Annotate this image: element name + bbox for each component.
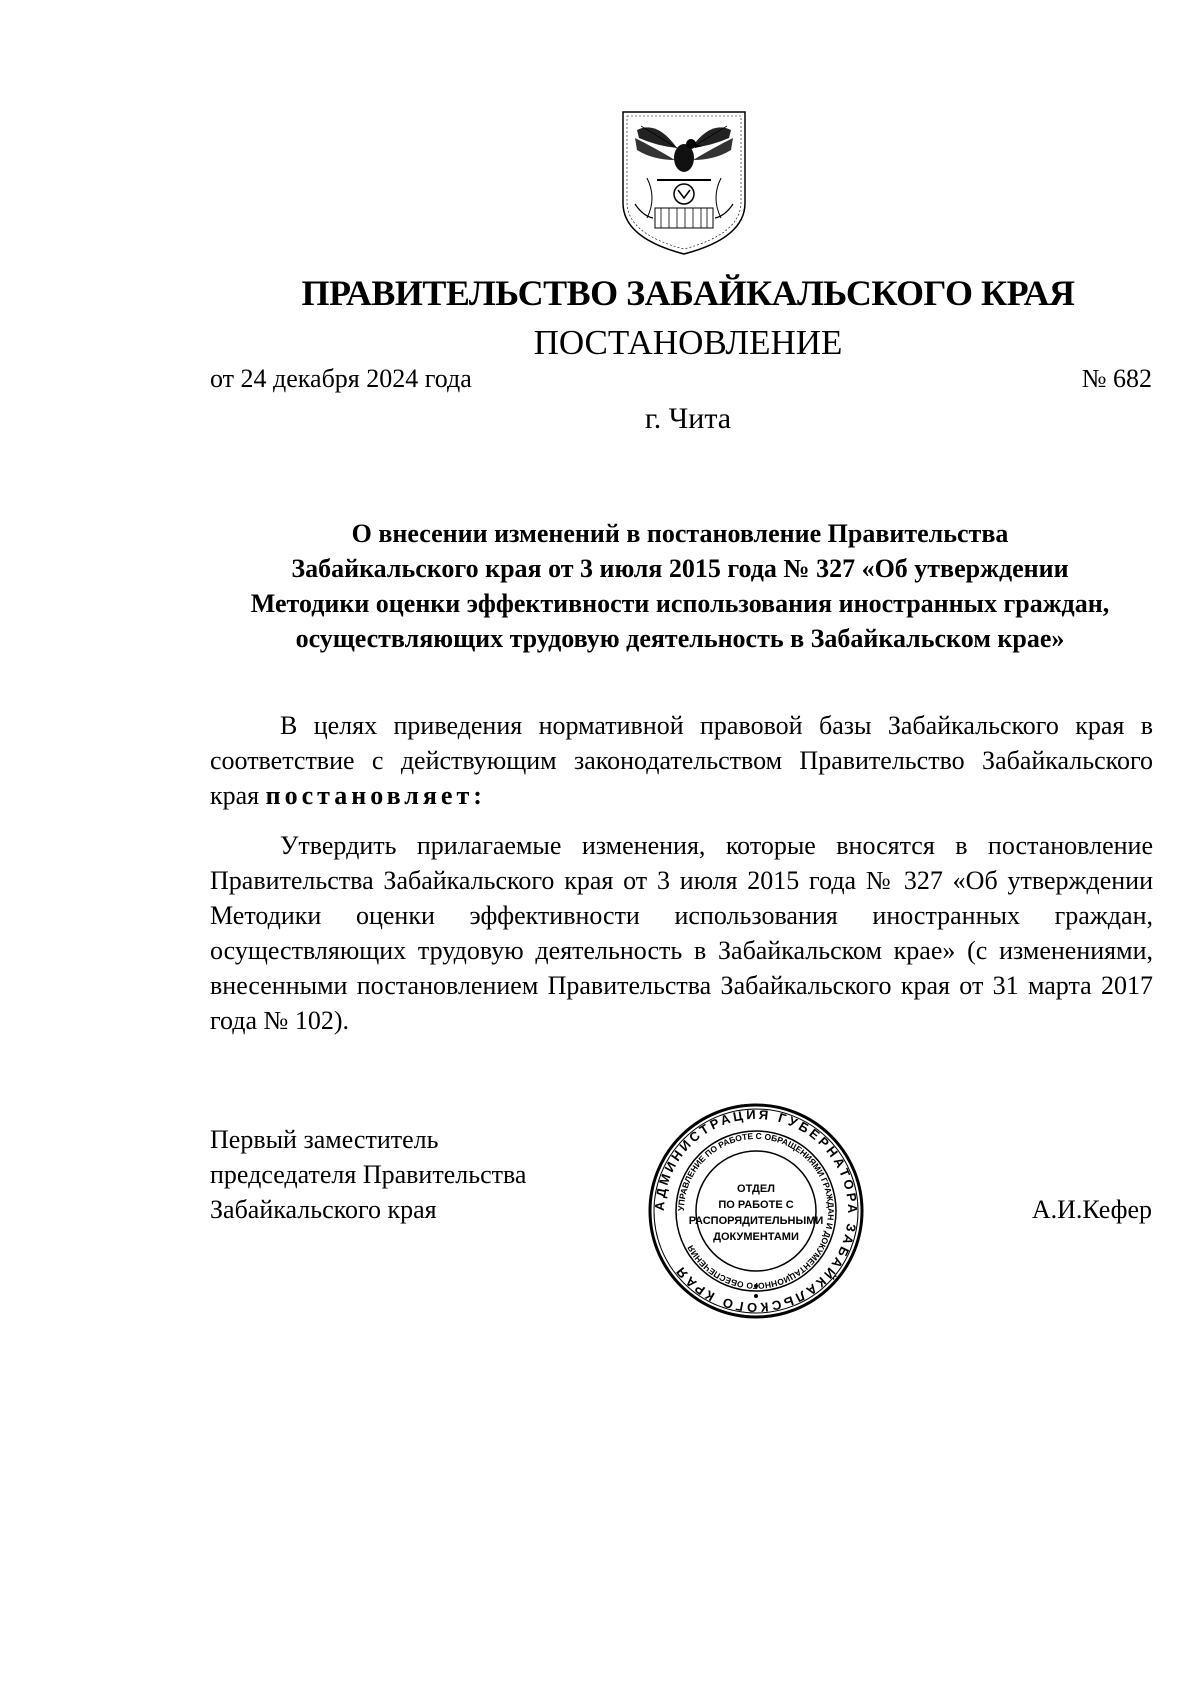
official-seal [645, 1100, 867, 1322]
position-line: председателя Правительства [210, 1160, 527, 1189]
svg-text:УПРАВЛЕНИЕ ПО РАБОТЕ С ОБРАЩЕН [676, 1131, 836, 1291]
document-subject [200, 516, 1160, 656]
seal-outer-text: АДМИНИСТРАЦИЯ ГУБЕРНАТОРА ЗАБАЙКАЛЬСКОГО КРАЯ [651, 1106, 861, 1316]
document-date: от 24 декабря 2024 года [210, 364, 472, 393]
seal-star-icon [754, 1294, 758, 1298]
document-city: г. Чита [644, 402, 732, 435]
subject-line: Забайкальского края от 3 июля 2015 года № 327 «Об утверждении [291, 554, 1069, 583]
preamble-text: В целях приведения нормативной правовой базы Забайкальского края в соответствие с действующим законодательством Правительство Забайкальского края [210, 711, 1153, 810]
seal-middle-text: УПРАВЛЕНИЕ ПО РАБОТЕ С ОБРАЩЕНИЯМИ ГРАЖДАН И ДОКУМЕНТАЦИОННО О ОБЕСПЕЧЕНИЯ [675, 1130, 837, 1292]
resolves-word: постановляет: [265, 781, 486, 810]
seal-center-line: ДОКУМЕНТАМИ [713, 1231, 799, 1243]
signatory-position [210, 1122, 526, 1227]
body-paragraph-preamble [210, 708, 1153, 813]
subject-line: О внесении изменений в постановление Правительства [351, 519, 1009, 548]
document-number: № 682 [1081, 364, 1152, 393]
coat-of-arms-emblem [617, 108, 751, 258]
signatory-name: А.И.Кефер [1031, 1195, 1152, 1224]
seal-center-line: ПО РАБОТЕ С [718, 1199, 794, 1211]
subject-line: осуществляющих трудовую деятельность в Забайкальском крае» [295, 624, 1065, 653]
position-line: Первый заместитель [210, 1125, 439, 1154]
date-number-row [210, 364, 1152, 394]
seal-center-line: ОТДЕЛ [737, 1183, 775, 1195]
government-title: ПРАВИТЕЛЬСТВО ЗАБАЙКАЛЬСКОГО КРАЯ [301, 273, 1075, 313]
document-type: ПОСТАНОВЛЕНИЕ [533, 323, 843, 362]
subject-line: Методики оценки эффективности использования иностранных граждан, [250, 589, 1110, 618]
seal-star-icon [754, 1284, 758, 1288]
seal-center-line: РАСПОРЯДИТЕЛЬНЫМИ [688, 1215, 824, 1227]
body-paragraph-resolution: Утвердить прилагаемые изменения, которые вносятся в постановление Правительства Забайкальского края от 3 июля 2015 года № 327 «Об утверждении Методики оценки эффективности использования иностранных граждан, осуществляющих трудовую деятельность в Забайкальском крае» (с изменениями, внесенными постановлением Правительства Забайкальского края от 31 марта 2017 года № 102). [210, 831, 1153, 1035]
position-line: Забайкальского края [210, 1195, 437, 1224]
